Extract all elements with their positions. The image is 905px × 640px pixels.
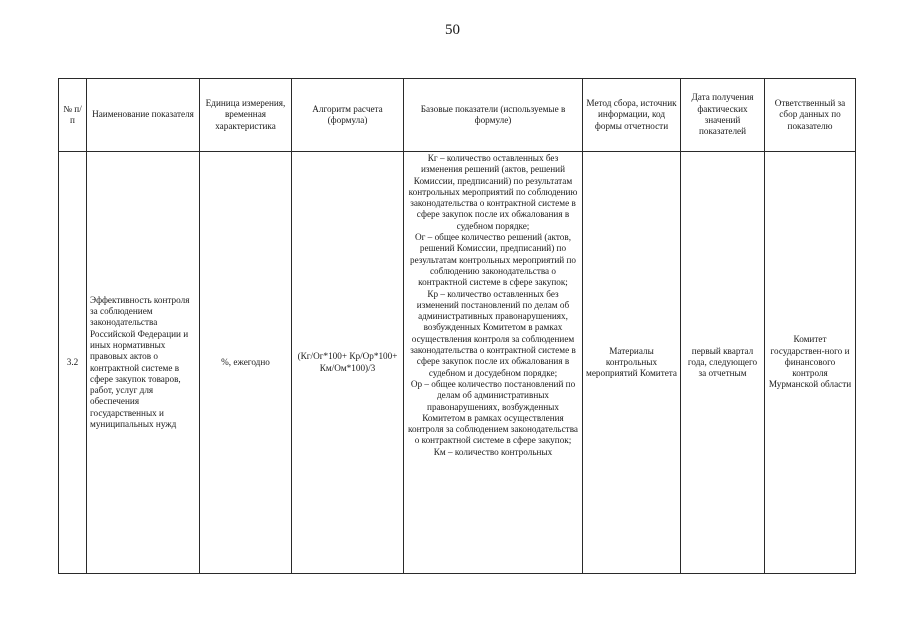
header-responsible: Ответственный за сбор данных по показателю — [765, 79, 856, 152]
row-responsible: Комитет государствен-ного и финансового контроля Мурманской области — [765, 152, 856, 574]
row-num: 3.2 — [59, 152, 87, 574]
header-date: Дата получения фактических значений показателей — [681, 79, 765, 152]
header-formula: Алгоритм расчета (формула) — [292, 79, 404, 152]
row-formula: (Кг/Ог*100+ Кр/Ор*100+ Км/Ом*100)/3 — [292, 152, 404, 574]
header-unit: Единица измерения, временная характеристика — [200, 79, 292, 152]
table-row — [59, 152, 856, 574]
header-indicator-name: Наименование показателя — [87, 79, 200, 152]
header-method: Метод сбора, источник информации, код формы отчетности — [583, 79, 681, 152]
row-method: Материалы контрольных мероприятий Комитета — [583, 152, 681, 574]
base-indicator-kg: Кг – количество оставленных без изменения решений (актов, решений Комиссии, предписаний) по результатам контрольных мероприятий по соблюдению законодательства о контрактной системе в сфере закупок после их обжалования в судебном порядке; — [408, 153, 578, 231]
row-base-indicators — [404, 152, 583, 574]
base-indicator-km: Км – количество контрольных — [433, 446, 553, 457]
row-unit: %, ежегодно — [200, 152, 292, 574]
base-indicator-or: Ор – общее количество постановлений по делам об административных правонарушениях, возбужденных Комитетом в рамках осуществления контроля за соблюдением законодательства о контрактной системе в сфере закупок; — [408, 378, 578, 446]
header-num: № п/п — [59, 79, 87, 152]
indicators-table — [58, 78, 856, 574]
header-base-indicators: Базовые показатели (используемые в формуле) — [404, 79, 583, 152]
base-indicator-og: Ог – общее количество решений (актов, решений Комиссии, предписаний) по результатам контрольных мероприятий по соблюдению законодательства о контрактной системе в сфере закупок; — [410, 232, 576, 288]
row-date: первый квартал года, следующего за отчетным — [681, 152, 765, 574]
page-number: 50 — [445, 22, 460, 38]
row-indicator-name: Эффективность контроля за соблюдением законодательства Российской Федерации и иных нормативных правовых актов о контрактной системе в сфере закупок товаров, работ, услуг для обеспечения государственных и муниципальных нужд — [87, 152, 200, 574]
base-indicator-kr: Кр – количество оставленных без изменений постановлений по делам об административных правонарушениях, возбужденных Комитетом в рамках осуществления контроля за соблюдением законодательства о контрактной системе в сфере закупок после их обжалования в судебном и досудебном порядке; — [410, 288, 576, 378]
table-header-row — [59, 79, 856, 152]
